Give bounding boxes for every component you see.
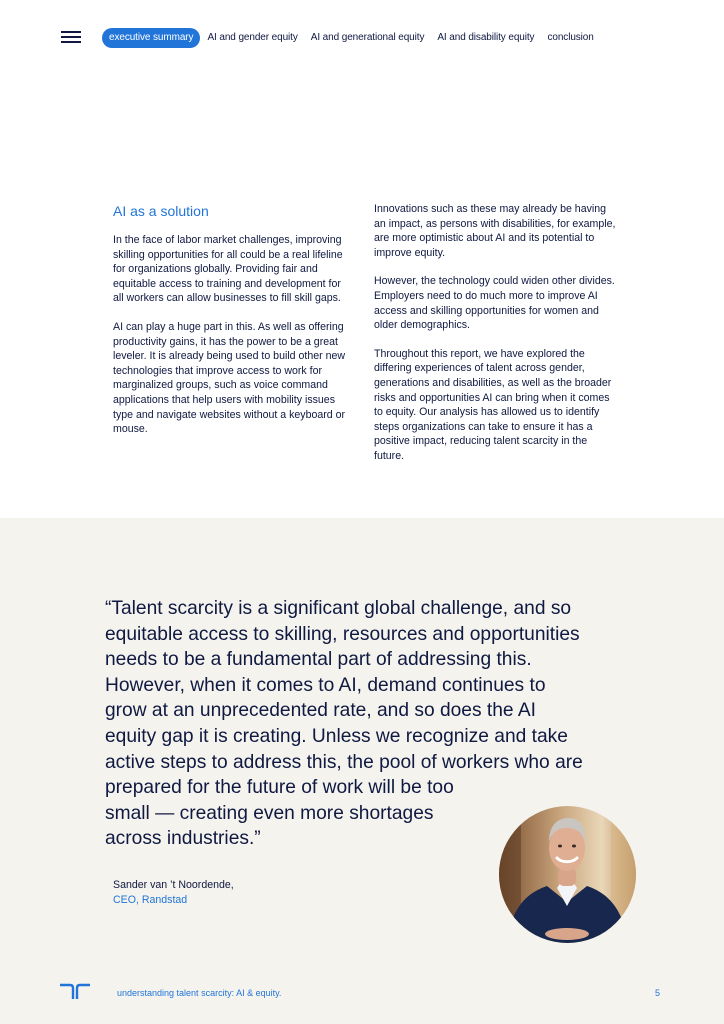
quote-line: small — creating even more shortages — [105, 802, 434, 824]
hamburger-menu-icon[interactable] — [61, 31, 81, 44]
page-number: 5 — [655, 988, 661, 998]
portrait-illustration — [499, 806, 636, 943]
quote-line: needs to be a fundamental part of addressing this. — [105, 649, 532, 671]
tab-ai-and-disability-equity[interactable]: AI and disability equity — [437, 32, 535, 43]
quote-line: grow at an unprecedented rate, and so does the AI — [105, 700, 536, 722]
quote-line: prepared for the future of work will be too — [105, 777, 454, 799]
quote-line: However, when it comes to AI, demand continues to — [105, 674, 546, 696]
randstad-logo-icon — [60, 983, 90, 999]
top-navigation — [0, 0, 724, 75]
quote-line: equitable access to skilling, resources and opportunities — [105, 623, 580, 645]
body-paragraph: However, the technology could widen other divides. Employers need to do much more to improve AI access and skilling opportunities for women and older demographics. — [374, 275, 615, 332]
section-title: AI as a solution — [113, 203, 209, 219]
quote-line: “Talent scarcity is a significant global challenge, and so — [105, 598, 572, 619]
body-paragraph: AI can play a huge part in this. As well as offering productivity gains, it has the power to be a great leveler. It is already being used to build other new technologies that improve access to work for marginalized groups, such as voice command applications that help users with mobility issues type and navigate websites without a keyboard or mouse. — [113, 320, 346, 436]
right-text-column — [374, 202, 620, 478]
body-paragraph: Throughout this report, we have explored the differing experiences of talent across gender, generations and disabilities, as well as the broader risks and opportunities AI can bring when it comes to equity. Our analysis has allowed us to identify steps organizations can take to ensure it has a positive impact, reducing talent scarcity in the future. — [374, 347, 612, 462]
left-text-column — [113, 201, 353, 451]
author-portrait-photo — [499, 806, 636, 943]
body-paragraph: Innovations such as these may already be having an impact, as persons with disabilities, for example, are more optimistic about AI and its potential to improve equity. — [374, 203, 616, 259]
footer-document-title: understanding talent scarcity: AI & equity. — [117, 988, 282, 998]
tab-conclusion[interactable]: conclusion — [547, 32, 594, 43]
quote-line: across industries.” — [105, 828, 261, 850]
quote-line: active steps to address this, the pool of workers who are — [105, 751, 583, 773]
quote-author-role: CEO, Randstad — [113, 894, 188, 906]
section-tabs — [102, 28, 600, 48]
quote-line: equity gap it is creating. Unless we recognize and take — [105, 725, 568, 747]
tab-ai-and-generational-equity[interactable]: AI and generational equity — [310, 32, 425, 43]
tab-ai-and-gender-equity[interactable]: AI and gender equity — [207, 32, 298, 43]
quote-author: Sander van ’t Noordende, — [113, 879, 234, 891]
body-paragraph: In the face of labor market challenges, improving skilling opportunities for all could be a real lifeline for organizations globally. Providing fair and equitable access to training and development for all workers can allow businesses to fill skill gaps. — [113, 234, 343, 305]
tab-executive-summary[interactable]: executive summary — [102, 28, 200, 48]
